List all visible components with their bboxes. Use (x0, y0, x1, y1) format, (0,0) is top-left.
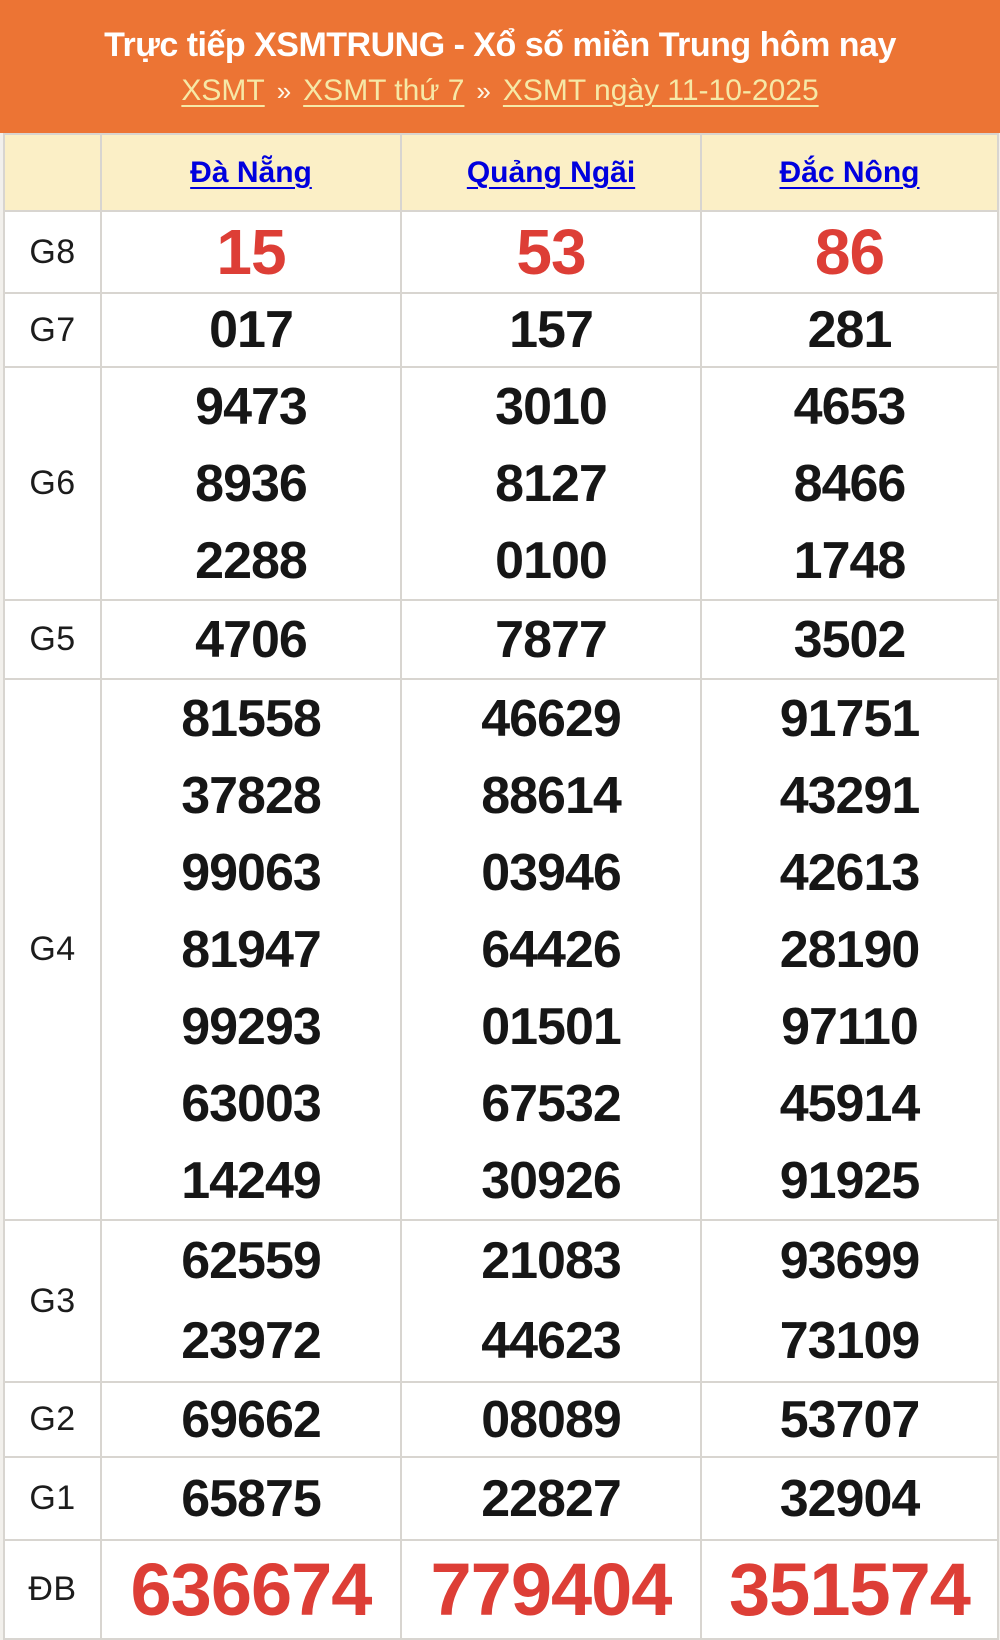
corner-cell (4, 134, 101, 211)
result-number: 62559 (181, 1232, 321, 1290)
page-title: Trực tiếp XSMTRUNG - Xổ số miền Trung hôm nay (104, 25, 896, 64)
result-number: 14249 (181, 1151, 321, 1210)
result-number: 9473 (195, 377, 307, 436)
result-cell-g1-0 (101, 1457, 401, 1540)
prize-label-g6: G6 (4, 367, 101, 600)
result-cell-g8-0 (101, 211, 401, 293)
results-table (3, 133, 999, 1640)
result-number: 22827 (481, 1469, 621, 1528)
result-cell-g4-1 (401, 679, 701, 1220)
result-cell-g3-0 (101, 1220, 401, 1382)
result-number: 3010 (495, 377, 607, 436)
result-number: 86 (814, 216, 885, 288)
result-cell-g1-1 (401, 1457, 701, 1540)
result-cell-g1-2 (701, 1457, 998, 1540)
result-number: 8936 (195, 454, 307, 513)
result-number: 88614 (481, 766, 621, 825)
prize-label-g2: G2 (4, 1382, 101, 1457)
result-cell-g8-1 (401, 211, 701, 293)
result-number: 281 (807, 301, 892, 359)
result-cell-g2-1 (401, 1382, 701, 1457)
prize-label-g8: G8 (4, 211, 101, 293)
result-number: 08089 (481, 1390, 621, 1449)
result-cell-g5-2 (701, 600, 998, 679)
result-cell-g5-0 (101, 600, 401, 679)
result-number: 4653 (793, 377, 906, 436)
result-cell-db-1 (401, 1540, 701, 1639)
breadcrumb-separator: » (476, 75, 491, 106)
table-header-row (4, 134, 998, 211)
result-number: 99293 (181, 997, 321, 1056)
result-cell-g7-1 (401, 293, 701, 367)
result-number: 44623 (481, 1312, 621, 1370)
result-number: 7877 (495, 610, 607, 669)
result-number: 64426 (481, 920, 621, 979)
breadcrumb-link-xsmt-date[interactable]: XSMT ngày 11-10-2025 (502, 73, 819, 107)
result-cell-g2-0 (101, 1382, 401, 1457)
result-number: 53 (516, 216, 586, 288)
result-cell-db-2 (701, 1540, 998, 1639)
result-cell-g6-2 (701, 367, 998, 600)
prize-row-g6 (4, 367, 998, 600)
breadcrumb-separator: » (276, 75, 292, 106)
page-header (0, 0, 1000, 133)
result-number: 93699 (779, 1232, 920, 1290)
prize-row-g3 (4, 1220, 998, 1382)
result-number: 01501 (481, 997, 621, 1056)
result-cell-g7-2 (701, 293, 998, 367)
prize-row-g7 (4, 293, 998, 367)
result-number: 43291 (779, 766, 920, 825)
result-number: 351574 (729, 1547, 970, 1631)
result-cell-g8-2 (701, 211, 998, 293)
result-number: 46629 (481, 689, 621, 748)
result-cell-g3-1 (401, 1220, 701, 1382)
result-number: 73109 (779, 1312, 920, 1370)
result-number: 28190 (779, 920, 920, 979)
province-header-da-nang (101, 134, 401, 211)
result-number: 63003 (181, 1074, 321, 1133)
result-number: 03946 (481, 843, 621, 902)
result-number: 69662 (181, 1390, 321, 1449)
result-number: 91751 (779, 689, 920, 748)
result-cell-g6-1 (401, 367, 701, 600)
prize-label-g3: G3 (4, 1220, 101, 1382)
province-header-dac-nong (701, 134, 998, 211)
breadcrumb-link-xsmt[interactable]: XSMT (181, 73, 265, 107)
result-number: 157 (509, 301, 593, 359)
result-cell-db-0 (101, 1540, 401, 1639)
result-number: 21083 (481, 1232, 621, 1290)
result-number: 81558 (181, 689, 321, 748)
result-number: 97110 (781, 997, 918, 1056)
province-header-quang-ngai (401, 134, 701, 211)
prize-row-g1 (4, 1457, 998, 1540)
prize-row-g8 (4, 211, 998, 293)
result-number: 32904 (779, 1469, 920, 1528)
result-number: 65875 (181, 1469, 321, 1528)
province-link-dac-nong[interactable]: Đắc Nông (779, 155, 920, 189)
prize-label-g4: G4 (4, 679, 101, 1220)
result-number: 8466 (793, 454, 906, 513)
result-number: 636674 (130, 1547, 372, 1631)
result-number: 53707 (779, 1390, 920, 1449)
result-number: 45914 (779, 1074, 920, 1133)
result-number: 15 (216, 216, 286, 288)
prize-row-g5 (4, 600, 998, 679)
result-number: 2288 (195, 531, 307, 590)
result-cell-g7-0 (101, 293, 401, 367)
result-number: 4706 (195, 610, 307, 669)
result-number: 81947 (181, 920, 321, 979)
result-number: 91925 (779, 1151, 920, 1210)
result-cell-g5-1 (401, 600, 701, 679)
result-number: 99063 (181, 843, 321, 902)
breadcrumb (181, 74, 818, 108)
result-number: 3502 (793, 610, 906, 669)
result-cell-g4-0 (101, 679, 401, 1220)
prize-row-db (4, 1540, 998, 1639)
result-number: 42613 (779, 843, 920, 902)
province-link-da-nang[interactable]: Đà Nẵng (190, 155, 312, 189)
result-cell-g4-2 (701, 679, 998, 1220)
result-number: 779404 (430, 1547, 672, 1631)
prize-row-g4 (4, 679, 998, 1220)
result-number: 0100 (495, 531, 607, 590)
prize-label-g1: G1 (4, 1457, 101, 1540)
result-number: 8127 (495, 454, 607, 513)
prize-label-g5: G5 (4, 600, 101, 679)
result-cell-g6-0 (101, 367, 401, 600)
result-number: 23972 (181, 1312, 321, 1370)
result-number: 37828 (181, 766, 321, 825)
result-cell-g2-2 (701, 1382, 998, 1457)
result-number: 1748 (793, 531, 906, 590)
result-number: 017 (209, 301, 293, 359)
prize-row-g2 (4, 1382, 998, 1457)
breadcrumb-link-xsmt-thu-7[interactable]: XSMT thứ 7 (303, 73, 465, 107)
prize-label-g7: G7 (4, 293, 101, 367)
prize-label-db: ĐB (4, 1540, 101, 1639)
result-number: 30926 (481, 1151, 621, 1210)
province-link-quang-ngai[interactable]: Quảng Ngãi (466, 155, 636, 189)
result-cell-g3-2 (701, 1220, 998, 1382)
result-number: 67532 (481, 1074, 621, 1133)
